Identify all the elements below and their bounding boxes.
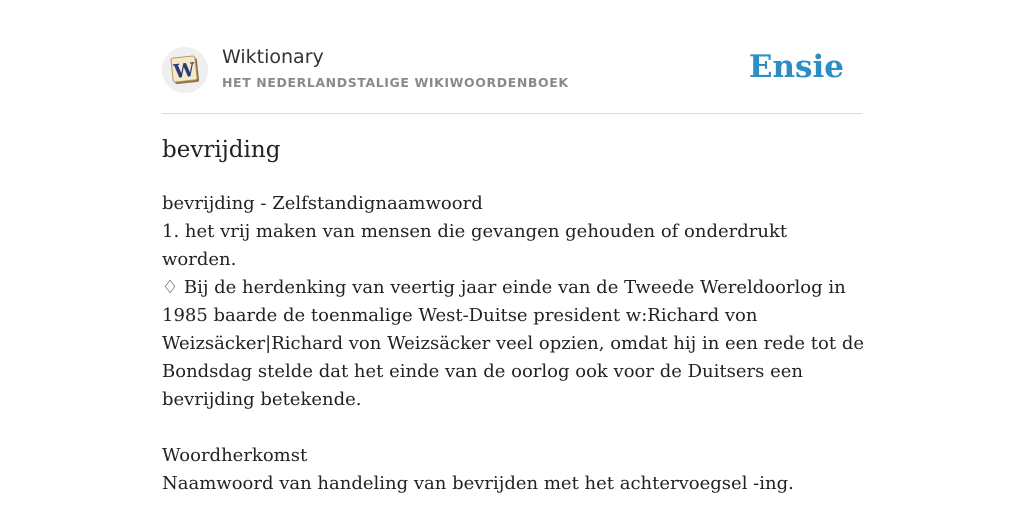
header-divider — [162, 113, 862, 114]
entry-heading: bevrijding - Zelfstandignaamwoord — [162, 193, 483, 214]
site-name[interactable]: Wiktionary — [222, 46, 324, 68]
wiktionary-logo-icon[interactable] — [162, 47, 208, 93]
entry-content — [162, 190, 867, 498]
spacer — [162, 414, 867, 442]
etymology-text: Naamwoord van handeling van bevrijden met het achtervoegsel -ing. — [162, 473, 794, 494]
entry-definition: 1. het vrij maken van mensen die gevangen gehouden of onderdrukt worden. — [162, 221, 788, 270]
page-title: bevrijding — [162, 137, 281, 163]
site-header — [162, 44, 862, 114]
site-tagline: HET NEDERLANDSTALIGE WIKIWOORDENBOEK — [222, 75, 569, 90]
etymology-heading: Woordherkomst — [162, 445, 308, 466]
entry-example: ♢ Bij de herdenking van veertig jaar einde van de Tweede Wereldoorlog in 1985 baarde de toenmalige West-Duitse president w:Richard von Weizsäcker|Richard von Weizsäcker veel opzien, omdat hij in een rede tot de Bondsdag stelde dat het einde van de oorlog ook voor de Duitsers een bevrijding betekende. — [162, 277, 864, 410]
ensie-brand-link[interactable]: Ensie — [748, 49, 844, 85]
logo-letter: W — [172, 58, 196, 84]
